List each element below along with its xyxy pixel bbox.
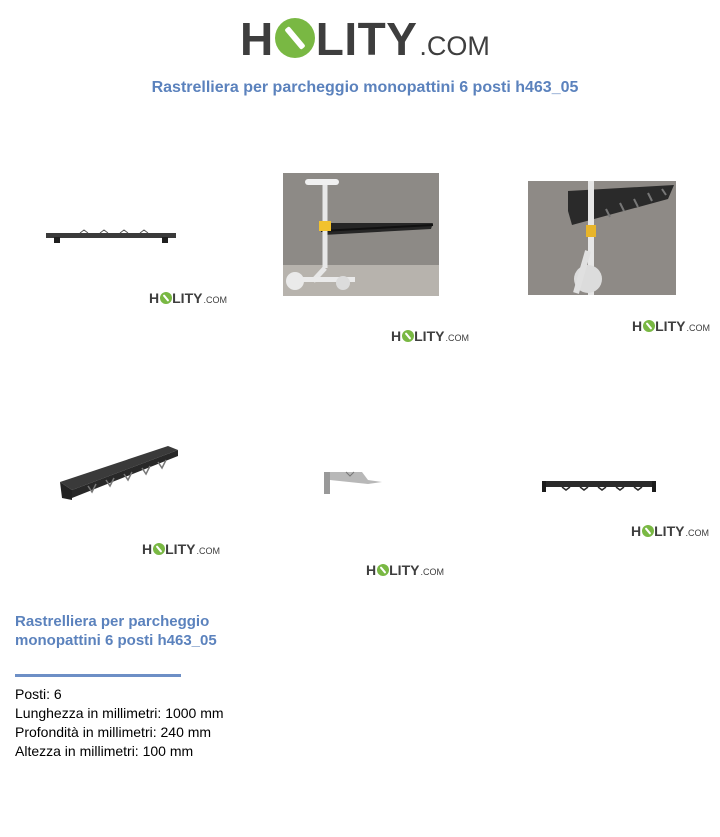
spec-row-lunghezza: Lunghezza in millimetri: 1000 mm (15, 705, 224, 721)
product-image-1[interactable] (40, 225, 185, 250)
watermark-logo-4: H LITY .COM (142, 541, 220, 557)
product-image-3[interactable] (528, 181, 676, 295)
logo-o-icon (402, 330, 414, 342)
spec-row-posti: Posti: 6 (15, 686, 62, 702)
logo-o-icon (643, 320, 655, 332)
logo-letters-lity: LITY (315, 13, 418, 65)
title-divider (15, 674, 181, 677)
spec-row-profondita: Profondità in millimetri: 240 mm (15, 724, 212, 740)
product-specs (15, 685, 224, 761)
logo-o-icon (377, 564, 389, 576)
product-image-2[interactable] (283, 173, 439, 296)
logo-o-icon (642, 525, 654, 537)
logo-o-icon (275, 18, 315, 58)
watermark-logo-2: H LITY .COM (391, 328, 469, 344)
watermark-logo-1: H LITY .COM (149, 290, 227, 306)
site-logo[interactable] (240, 12, 490, 66)
watermark-logo-5: H LITY .COM (366, 562, 444, 578)
product-image-6[interactable] (540, 478, 658, 494)
product-image-4[interactable] (58, 442, 182, 504)
logo-suffix: .COM (419, 31, 490, 61)
logo-o-icon (160, 292, 172, 304)
logo-o-icon (153, 543, 165, 555)
watermark-logo-6: H LITY .COM (631, 523, 709, 539)
spec-row-altezza: Altezza in millimetri: 100 mm (15, 743, 194, 759)
product-image-5[interactable] (322, 468, 384, 498)
logo-letter-h: H (240, 13, 274, 65)
product-name: Rastrelliera per parcheggio monopattini 6 posti h463_05 (15, 613, 217, 649)
watermark-logo-3: H LITY .COM (632, 318, 710, 334)
page-title: Rastrelliera per parcheggio monopattini 6 posti h463_05 (151, 79, 579, 96)
